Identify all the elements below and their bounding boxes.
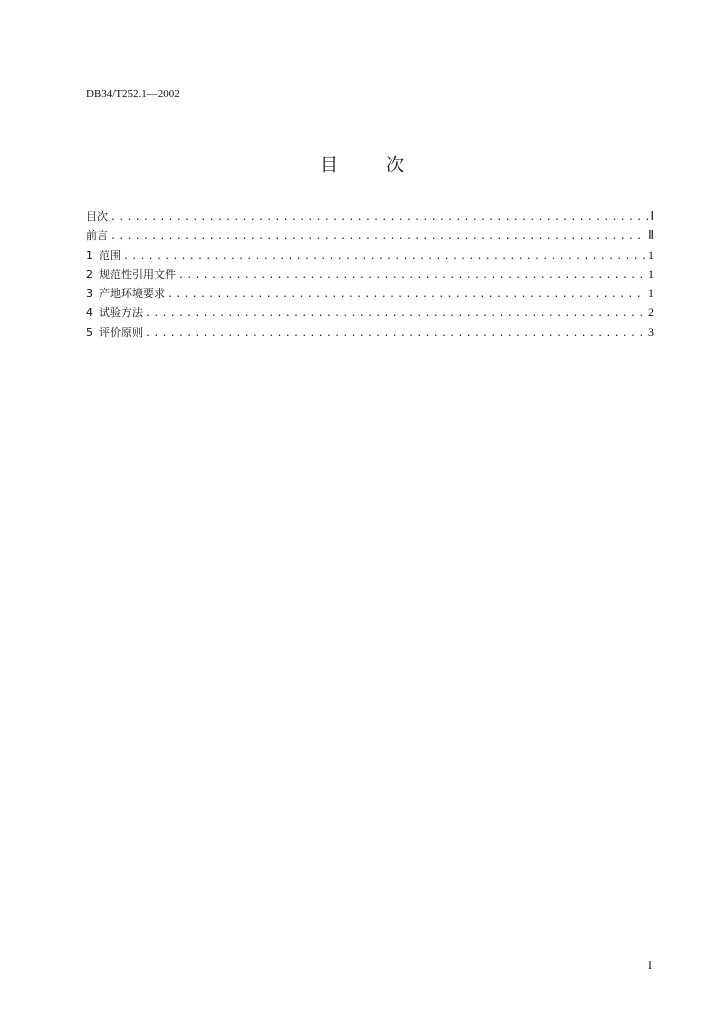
- toc-entry-contents[interactable]: [86, 208, 654, 227]
- toc-entry-number: 4: [86, 306, 93, 320]
- toc-entry-number: 1: [86, 248, 93, 262]
- toc-leader-dots: [123, 251, 646, 262]
- toc-entry-test-methods[interactable]: [86, 304, 654, 323]
- toc-leader-dots: [145, 328, 646, 339]
- document-code: DB34/T252.1—2002: [86, 88, 180, 100]
- page-number: I: [648, 958, 652, 972]
- toc-entry-foreword[interactable]: [86, 227, 654, 246]
- toc-leader-dots: [110, 212, 648, 223]
- toc-entry-environment-requirements[interactable]: [86, 285, 654, 304]
- toc-entry-page: Ⅱ: [648, 228, 654, 243]
- page-title: [0, 151, 724, 177]
- toc-entry-label: 规范性引用文件: [99, 267, 176, 281]
- toc-entry-label: 产地环境要求: [99, 287, 165, 301]
- toc-entry-normative-references[interactable]: [86, 266, 654, 285]
- toc-leader-dots: [110, 231, 646, 242]
- toc-leader-dots: [145, 308, 646, 319]
- toc-entry-page: 2: [648, 305, 654, 320]
- title-char-1: 目: [320, 155, 338, 176]
- toc-entry-page: 1: [648, 286, 654, 301]
- toc-entry-number: 5: [86, 325, 93, 339]
- toc-entry-page: 1: [648, 247, 654, 262]
- toc-entry-label: 试验方法: [99, 306, 143, 320]
- toc-leader-dots: [167, 289, 646, 300]
- toc-entry-label: 范围: [99, 248, 121, 262]
- toc-entry-page: 1: [648, 266, 654, 281]
- toc-leader-dots: [178, 270, 646, 281]
- toc-entry-number: 3: [86, 287, 93, 301]
- toc-entry-label: 目次: [86, 210, 108, 223]
- toc-entry-number: 2: [86, 267, 93, 281]
- table-of-contents: [86, 208, 654, 343]
- toc-entry-evaluation-principles[interactable]: [86, 324, 654, 343]
- toc-entry-label: 评价原则: [99, 325, 143, 339]
- toc-entry-label: 前言: [86, 229, 108, 243]
- toc-entry-scope[interactable]: [86, 247, 654, 266]
- toc-entry-page: Ⅰ: [650, 209, 654, 223]
- title-char-2: 次: [386, 155, 404, 176]
- toc-entry-page: 3: [648, 324, 654, 339]
